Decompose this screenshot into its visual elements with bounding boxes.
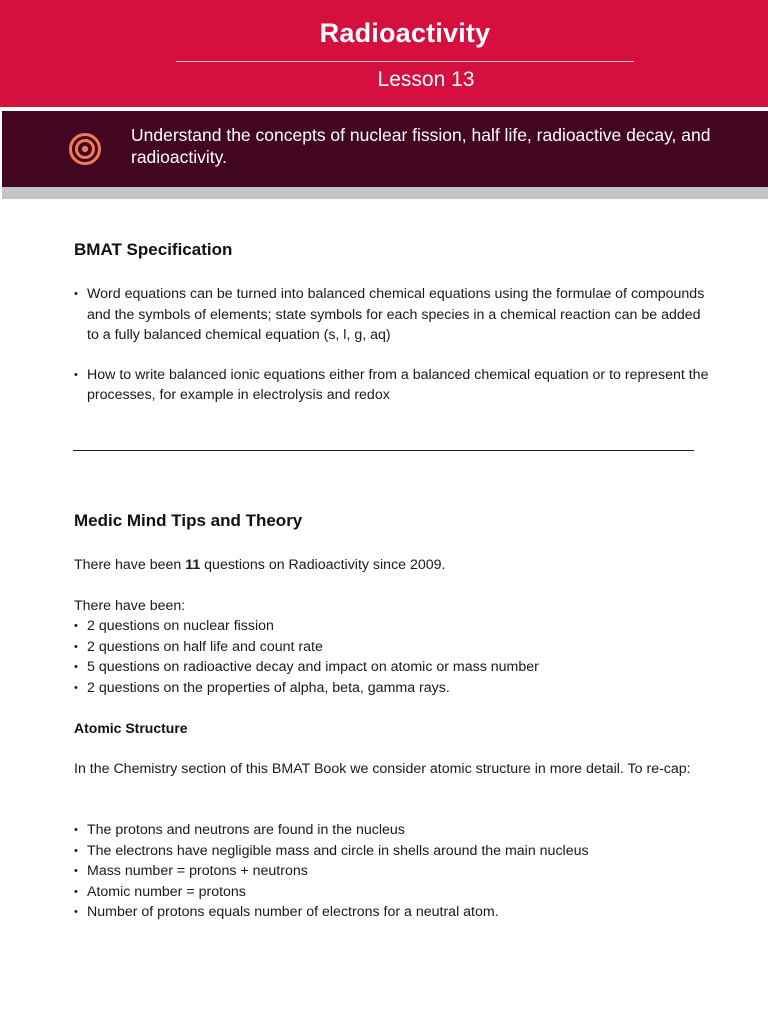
atomic-item: • The protons and neutrons are found in the nucleus bbox=[74, 820, 714, 841]
atomic-item: • Atomic number = protons bbox=[74, 882, 714, 903]
atomic-list bbox=[74, 820, 714, 923]
tips-item: • 5 questions on radioactive decay and impact on atomic or mass number bbox=[74, 657, 714, 678]
objective-banner bbox=[2, 111, 768, 187]
tips-item: • 2 questions on nuclear fission bbox=[74, 616, 714, 637]
tips-intro: There have been: bbox=[74, 598, 186, 614]
tips-item: • 2 questions on the properties of alpha, beta, gamma rays. bbox=[74, 678, 714, 699]
spec-item: • Word equations can be turned into balanced chemical equations using the formulae of compounds and the symbols of elements; state symbols for each species in a chemical reaction can be added to a fully balanced chemical equation (s, l, g, aq) bbox=[74, 284, 714, 346]
atomic-item: • Number of protons equals number of electrons for a neutral atom. bbox=[74, 902, 714, 923]
count-prefix: There have been bbox=[74, 557, 186, 573]
tips-heading: Medic Mind Tips and Theory bbox=[74, 511, 303, 530]
target-icon bbox=[68, 132, 102, 166]
question-count-text bbox=[74, 555, 714, 576]
question-count: 11 bbox=[185, 557, 201, 573]
title-divider bbox=[176, 61, 634, 62]
header-separator bbox=[2, 187, 768, 199]
tips-item: • 2 questions on half life and count rate bbox=[74, 637, 714, 658]
spec-list bbox=[74, 284, 714, 406]
objective-text: Understand the concepts of nuclear fission, half life, radioactive decay, and radioactivity. bbox=[131, 125, 711, 167]
section-divider bbox=[73, 450, 694, 451]
spec-heading: BMAT Specification bbox=[74, 240, 233, 259]
atomic-item: • Mass number = protons + neutrons bbox=[74, 861, 714, 882]
atomic-heading: Atomic Structure bbox=[74, 720, 188, 736]
page-title: Radioactivity bbox=[319, 18, 491, 48]
spec-item: • How to write balanced ionic equations either from a balanced chemical equation or to represent the processes, for example in electrolysis and redox bbox=[74, 365, 714, 406]
atomic-intro: In the Chemistry section of this BMAT Book we consider atomic structure in more detail. To re-cap: bbox=[74, 761, 691, 777]
atomic-item: • The electrons have negligible mass and circle in shells around the main nucleus bbox=[74, 841, 714, 862]
count-suffix: questions on Radioactivity since 2009. bbox=[200, 557, 446, 573]
lesson-number: Lesson 13 bbox=[377, 68, 475, 91]
tips-list bbox=[74, 616, 714, 698]
lesson-header bbox=[0, 0, 768, 107]
